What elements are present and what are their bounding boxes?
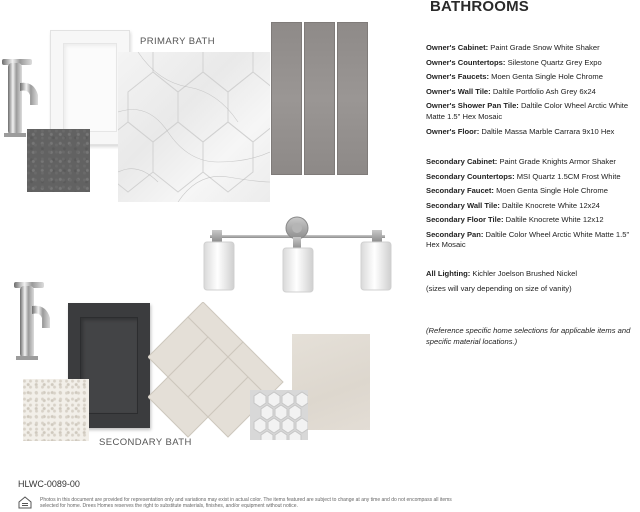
primary-faucet-image [0,55,44,139]
secondary-faucet-image [12,278,56,362]
reference-note: (Reference specific home selections for applicable items and specific material locations.) [426,326,631,346]
arctic-white-hex-mosaic-swatch [250,390,308,440]
equal-housing-icon [18,496,32,509]
carrara-marble-hex-floor-swatch [118,52,270,202]
spec-secondary-wall-tile: Secondary Wall Tile: Daltile Knocrete White 12x24 [426,200,600,210]
spec-all-lighting: All Lighting: Kichler Joelson Brushed Nickel [426,269,578,278]
brushed-nickel-vanity-light-image [200,212,395,296]
page-title: BATHROOMS [430,0,530,15]
spec-owners-wall-tile: Owner's Wall Tile: Daltile Portfolio Ash Grey 6x24 [426,86,596,96]
primary-bath-label: PRIMARY BATH [140,36,216,47]
plan-code: HLWC-0089-00 [18,479,80,489]
spec-owners-faucets: Owner's Faucets: Moen Genta Single Hole Chrome [426,72,603,81]
secondary-bath-label: SECONDARY BATH [99,437,192,448]
ash-grey-wall-tile-plank-1 [271,22,302,175]
spec-owners-countertops: Owner's Countertops: Silestone Quartz Grey Expo [426,57,602,67]
vanity-size-note: (sizes will vary depending on size of vanity) [426,284,572,293]
ash-grey-wall-tile-plank-2 [304,22,335,175]
spec-owners-shower-pan-tile: Owner's Shower Pan Tile: Daltile Color Wheel Arctic White Matte 1.5" Hex Mosaic [426,101,629,121]
frost-white-quartz-swatch [23,379,89,441]
disclaimer-text: Photos in this document are provided for representation only and variations may exist in actual color. The items featured are subject to change at any time and do not encompass all items selected for home. Drees Homes reserves the right to substitute materials, finishes, and/or equipment without notice. [40,497,452,510]
spec-secondary-faucet: Secondary Faucet: Moen Genta Single Hole Chrome [426,186,608,195]
spec-secondary-cabinet: Secondary Cabinet: Paint Grade Knights Armor Shaker [426,157,616,166]
grey-expo-quartz-swatch [27,129,90,192]
spec-owners-cabinet: Owner's Cabinet: Paint Grade Snow White Shaker [426,43,600,52]
spec-owners-floor: Owner's Floor: Daltile Massa Marble Carrara 9x10 Hex [426,127,615,136]
spec-secondary-floor-tile: Secondary Floor Tile: Daltile Knocrete White 12x12 [426,215,604,224]
spec-secondary-countertops: Secondary Countertops: MSI Quartz 1.5CM Frost White [426,171,621,181]
spec-secondary-pan: Secondary Pan: Daltile Color Wheel Arctic White Matte 1.5" Hex Mosaic [426,229,630,249]
ash-grey-wall-tile-plank-3 [337,22,368,175]
